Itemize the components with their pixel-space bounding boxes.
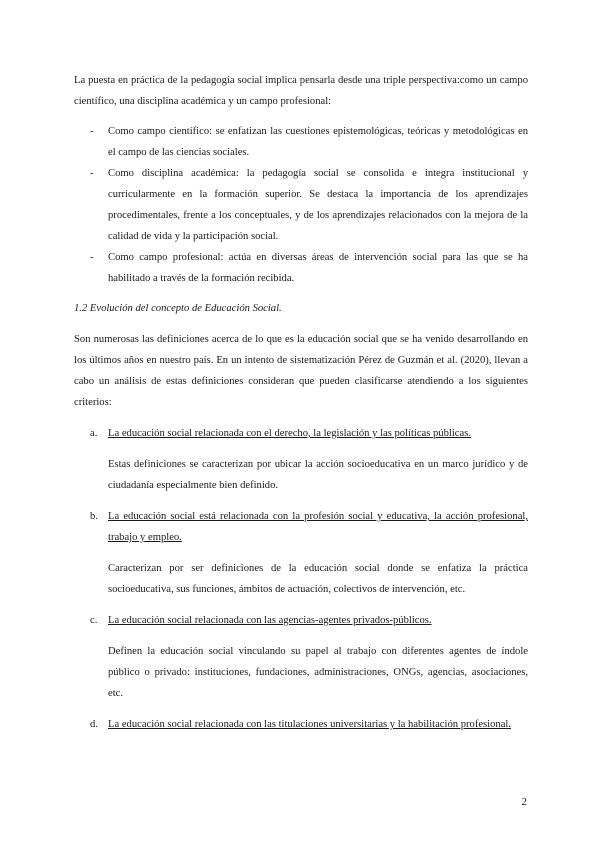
criterion-description: Estas definiciones se caracterizan por ubicar la acción socioeducativa en un marco jurídico y de ciudadanía especialmente bien definido. (108, 459, 528, 491)
criteria-list (74, 423, 528, 735)
list-item (74, 163, 528, 247)
criterion-letter: c. (90, 615, 98, 626)
dash-marker: - (90, 252, 94, 263)
document-page (74, 70, 528, 735)
criterion-letter: d. (90, 719, 98, 730)
criterion-title: La educación social relacionada con el derecho, la legislación y las políticas públicas. (108, 428, 471, 439)
list-item (74, 121, 528, 163)
criterion-letter: a. (90, 428, 98, 439)
criterion-title: La educación social relacionada con las agencias-agentes privados-públicos. (108, 615, 432, 626)
criterion-item (74, 714, 528, 735)
criterion-description: Definen la educación social vinculando su papel al trabajo con diferentes agentes de índole público o privado: instituciones, fundaciones, administraciones, ONGs, agencias, asociaciones, etc. (108, 646, 528, 699)
criterion-item (74, 506, 528, 600)
dash-marker: - (90, 126, 94, 137)
list-item-text: Como campo científico: se enfatizan las cuestiones epistemológicas, teóricas y metodológicas en el campo de las ciencias sociales. (108, 126, 528, 158)
perspective-list (74, 121, 528, 289)
criterion-description: Caracterizan por ser definiciones de la educación social donde se enfatiza la práctica socioeducativa, sus funciones, ámbitos de actuación, colectivos de intervención, etc. (108, 563, 528, 595)
page-number: 2 (521, 796, 527, 808)
dash-marker: - (90, 168, 94, 179)
criterion-item (74, 610, 528, 704)
section-heading: 1.2 Evolución del concepto de Educación Social. (74, 303, 282, 314)
intro-paragraph: La puesta en práctica de la pedagogía social implica pensarla desde una triple perspectiva:como un campo científico, una disciplina académica y un campo profesional: (74, 75, 528, 107)
section-paragraph: Son numerosas las definiciones acerca de lo que es la educación social que se ha venido desarrollando en los últimos años en nuestro país. En un intento de sistematización Pérez de Guzmán et al. (2020), llevan a cabo un análisis de estas definiciones consideran que pueden clasificarse atendiendo a los siguientes criterios: (74, 334, 528, 408)
list-item-text: Como disciplina académica: la pedagogía social se consolida e integra institucional y curricularmente en la formación superior. Se destaca la importancia de los aprendizajes procedimentales, frente a los conceptuales, y de los aprendizajes relacionados con la mejora de la calidad de vida y la participación social. (108, 168, 528, 242)
criterion-letter: b. (90, 511, 98, 522)
criterion-title: La educación social relacionada con las titulaciones universitarias y la habilitación profesional. (108, 719, 511, 730)
criterion-item (74, 423, 528, 496)
list-item (74, 247, 528, 289)
list-item-text: Como campo profesional: actúa en diversas áreas de intervención social para las que se ha habilitado a través de la formación recibida. (108, 252, 528, 284)
criterion-title: La educación social está relacionada con la profesión social y educativa, la acción profesional, trabajo y empleo. (108, 511, 528, 543)
